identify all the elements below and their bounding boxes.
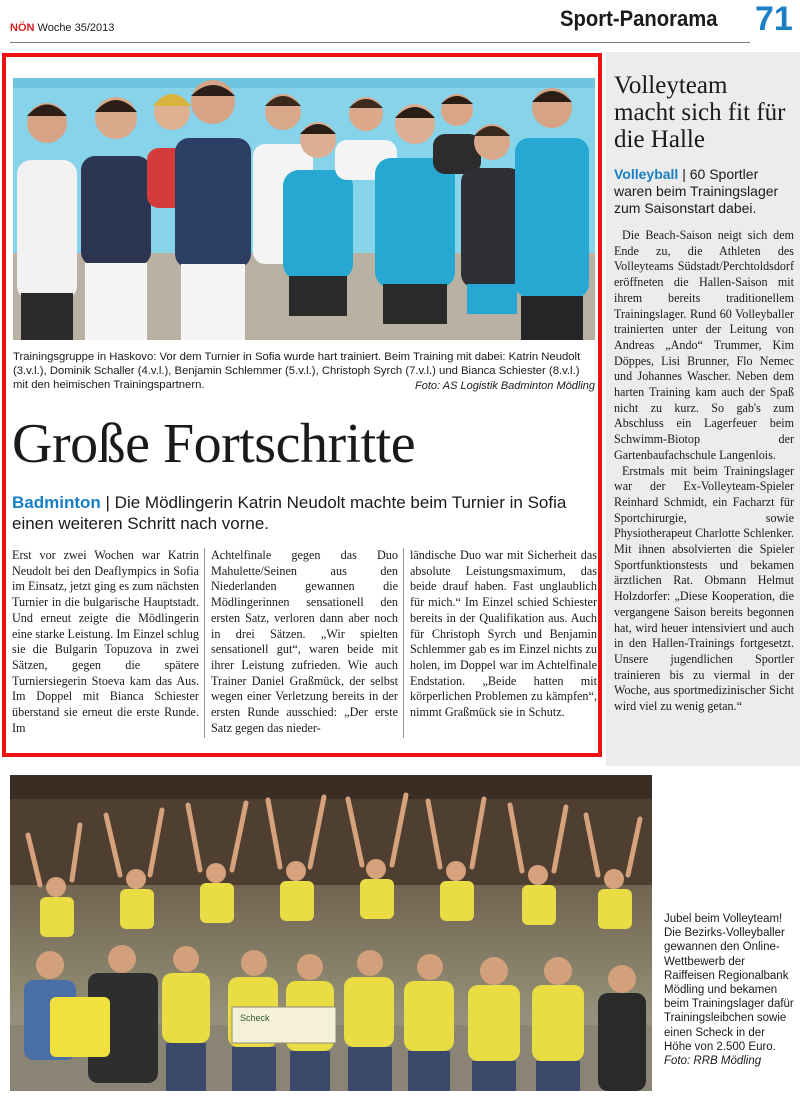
section-title: Sport-Panorama — [560, 6, 718, 31]
badminton-team-photo — [13, 78, 595, 340]
volleyball-photo-caption-text: Jubel beim Volleyteam! Die Bezirks-Volleyballer gewannen den Online-Wettbewerb der Raiffeisen Regionalbank Mödling und bekamen beim Trainingslager dafür Trainingsleibchen sowie einen Scheck in der Höhe von 2.500 Euro. — [664, 913, 794, 1053]
header-divider — [10, 42, 750, 43]
issue-label: Woche 35/2013 — [37, 22, 115, 34]
volleyball-subheadline-text: 60 Sportler waren beim Trainingslager zum Saisonstart dabei. — [614, 166, 779, 216]
issue-line — [10, 22, 114, 34]
badminton-headline: Große Fortschritte — [12, 413, 416, 475]
badminton-team-photo-illustration — [13, 78, 595, 340]
badminton-column-text: ländische Duo war mit Sicherheit das absolute Leistungsmaximum, das beide drauf haben. Fast unglaublich für mich.“ Im Einzel schied Schiester bereits in der Qualifikation aus. Auch für Christoph Syrch und Benjamin Schlemmer gab es im Einzel nichts zu holen, im Doppel war im Achtelfinale Endstation. „Beide hatten mit körperlichen Problemen zu kämpfen“, nimmt Graßmück sie in Schutz. — [410, 548, 597, 720]
badminton-column-text: Erst vor zwei Wochen war Katrin Neudolt bei den Deaflympics in Sofia im Einsatz, jetzt ging es zum nächsten Turnier in die bulgarische Hauptstadt. Und erneut zeigte die Mödlingerin eine starke Leistung. Im Einzel schlug sie die Bulgarin Topuzova in zwei Sätzen, gegen die spätere Turniersiegerin Stoeva kam das Aus. Im Doppel mit Bianca Schiester überstand sie erneut die erste Runde. Im — [12, 548, 199, 735]
page-number: 71 — [755, 0, 793, 38]
badminton-column-2 — [211, 548, 398, 736]
volleyball-team-photo-illustration — [10, 775, 652, 1091]
volleyball-subheadline — [614, 166, 794, 217]
badminton-separator: | — [105, 493, 110, 512]
badminton-column-text: Achtelfinale gegen das Duo Mahulette/Seinen aus den Niederlanden gewannen die Mödlingerinnen sensationell den ersten Satz, verloren dann aber noch in drei Sätzen. „Wir spielten sensationell gut“, waren beide mit ihrer Leistung zufrieden. Wie auch Trainer Daniel Graßmück, der selbst wegen einer Verletzung bereits in der ersten Runde ausschied: „Der erste Satz gegen das nieder- — [211, 548, 398, 735]
badminton-column-1 — [12, 548, 199, 736]
volleyball-paragraph: Die Beach-Saison neigt sich dem Ende zu, die Athleten des Volleyteams Südstadt/Perchtoldsdorf eröffneten die Hallen-Saison mit ihrem bereits traditionellem Trainingslager. Rund 60 Volleyballer trainierten unter der Leitung von Andreas „Ando“ Trummer, Kim Döppes, Lisi Brunner, Flo Nemec und Johannes Wascher. Neben dem harten Training kam auch der Spaß nicht zu kurz. So gab's zum Abschluss ein Lagerfeuer beim Schwimm-Biotop der Gartenbaufachschule Langenlois. — [614, 228, 794, 462]
column-divider — [204, 548, 205, 738]
volleyball-kicker: Volleyball — [614, 166, 679, 182]
volleyball-headline: Volleyteam macht sich fit für die Halle — [614, 72, 786, 153]
column-divider — [403, 548, 404, 738]
badminton-photo-caption: Trainingsgruppe in Haskovo: Vor dem Turnier in Sofia wurde hart trainiert. Beim Training mit dabei: Katrin Neudolt (3.v.l.), Dominik Schaller (4.v.l.), Benjamin Schlemmer (5.v.l.), Christoph Syrch (7.v.l.) und Bianca Schiester (8.v.l.) mit den heimischen Trainingspartnern. — [13, 351, 581, 391]
volleyball-separator: | — [682, 166, 686, 182]
badminton-photo-credit: Foto: AS Logistik Badminton Mödling — [415, 380, 595, 392]
badminton-subheadline — [12, 492, 597, 534]
check-sign-text: Scheck — [240, 1013, 270, 1023]
volleyball-photo-credit: Foto: RRB Mödling — [664, 1055, 762, 1068]
brand-logo: NÖN — [10, 22, 35, 34]
badminton-subheadline-text: Die Mödlingerin Katrin Neudolt machte beim Turnier in Sofia einen weiteren Schritt nach vorne. — [12, 493, 567, 533]
badminton-kicker: Badminton — [12, 493, 101, 512]
badminton-column-3 — [410, 548, 597, 721]
volleyball-team-photo — [10, 775, 652, 1091]
volleyball-photo-caption — [664, 912, 794, 1068]
volleyball-body — [614, 228, 794, 715]
volleyball-paragraph: Erstmals mit beim Trainingslager war der Ex-Volleyteam-Spieler Reinhard Schmidt, ein Facharzt für Sportchirurgie, sowie Physiotherapeut Charlotte Schlenker. Mit ihnen absolvierten die Spieler Sportfunktionstests und bekamen ärztlichen Rat. Obmann Helmut Holzdorfer: „Diese Kooperation, die vergangene Saison bereits begonnen hat, wird heuer intensiviert und auch in den Hallen-Trainings fortgesetzt. Unsere jugendlichen Sportler trainieren bis zu viermal in der Woche, aus sportmedizinischer Sicht wird viel zu wenig getan.“ — [614, 463, 794, 714]
